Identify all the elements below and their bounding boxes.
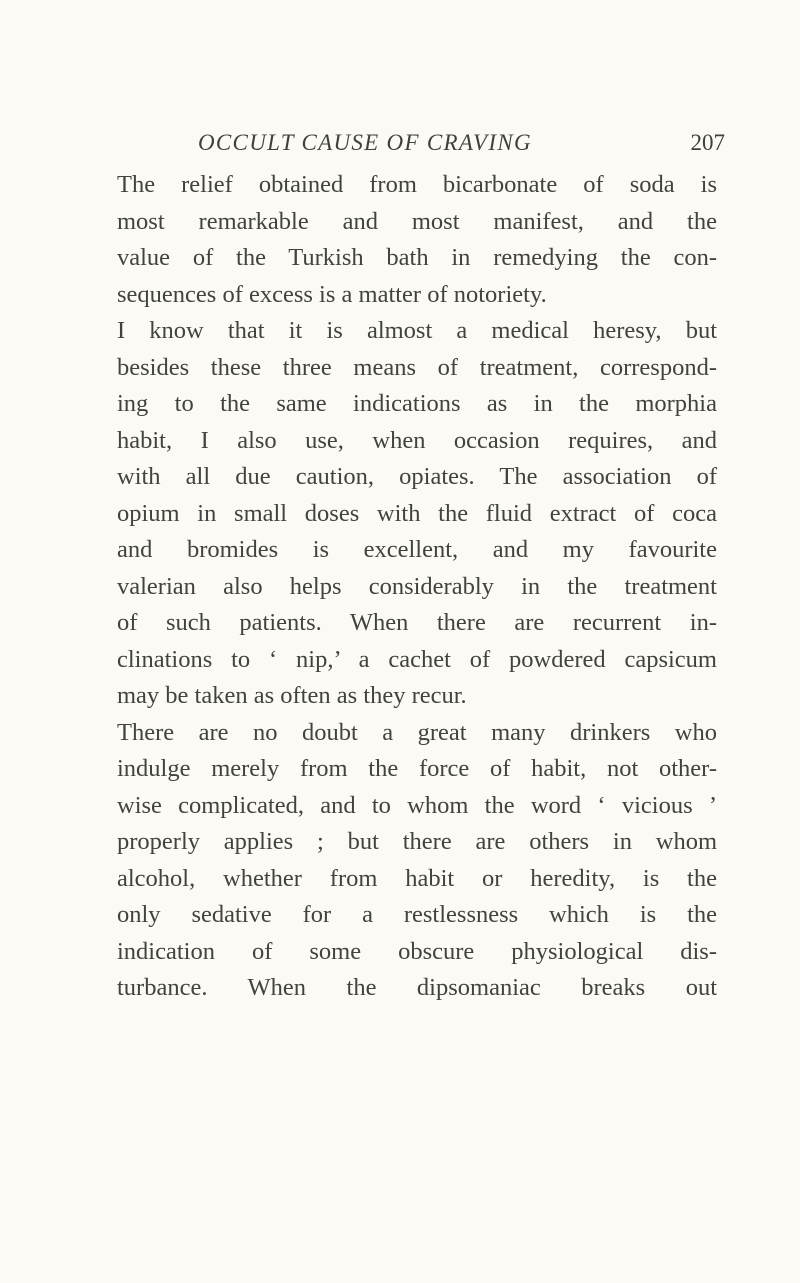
text-line: indication of some obscure physiological dis- <box>117 937 717 965</box>
text-line: may be taken as often as they recur. <box>117 682 467 709</box>
text-line: with all due caution, opiates. The association of <box>117 463 717 490</box>
text-line: The relief obtained from bicarbonate of soda is <box>117 171 717 198</box>
text-line: properly applies ; but there are others in whom <box>117 828 717 855</box>
text-line: valerian also helps considerably in the treatment <box>117 572 717 600</box>
text-line: habit, I also use, when occasion requires, and <box>117 426 717 454</box>
text-line: only sedative for a restlessness which is the <box>117 901 717 928</box>
text-line: There are no doubt a great many drinkers who <box>117 718 717 746</box>
text-line: wise complicated, and to whom the word ‘ vicious ’ <box>117 791 717 819</box>
page-number: 207 <box>690 130 725 155</box>
text-line: most remarkable and most manifest, and the <box>117 207 717 235</box>
running-title: OCCULT CAUSE OF CRAVING <box>198 130 532 155</box>
text-line: opium in small doses with the fluid extract of coca <box>117 499 717 527</box>
running-head <box>170 130 725 160</box>
text-line: besides these three means of treatment, correspond- <box>117 353 717 381</box>
text-line: value of the Turkish bath in remedying the con- <box>117 244 717 271</box>
text-line: I know that it is almost a medical heresy, but <box>117 317 717 344</box>
text-line: of such patients. When there are recurrent in- <box>117 609 717 636</box>
text-line: indulge merely from the force of habit, not other- <box>117 755 717 782</box>
text-line: sequences of excess is a matter of notoriety. <box>117 280 547 308</box>
text-line: and bromides is excellent, and my favourite <box>117 536 717 563</box>
text-line: alcohol, whether from habit or heredity, is the <box>117 864 717 892</box>
text-line: turbance. When the dipsomaniac breaks out <box>117 974 717 1001</box>
text-line: clinations to ‘ nip,’ a cachet of powdered capsicum <box>117 645 717 673</box>
body-text <box>117 167 717 1007</box>
text-line: ing to the same indications as in the morphia <box>117 390 717 417</box>
